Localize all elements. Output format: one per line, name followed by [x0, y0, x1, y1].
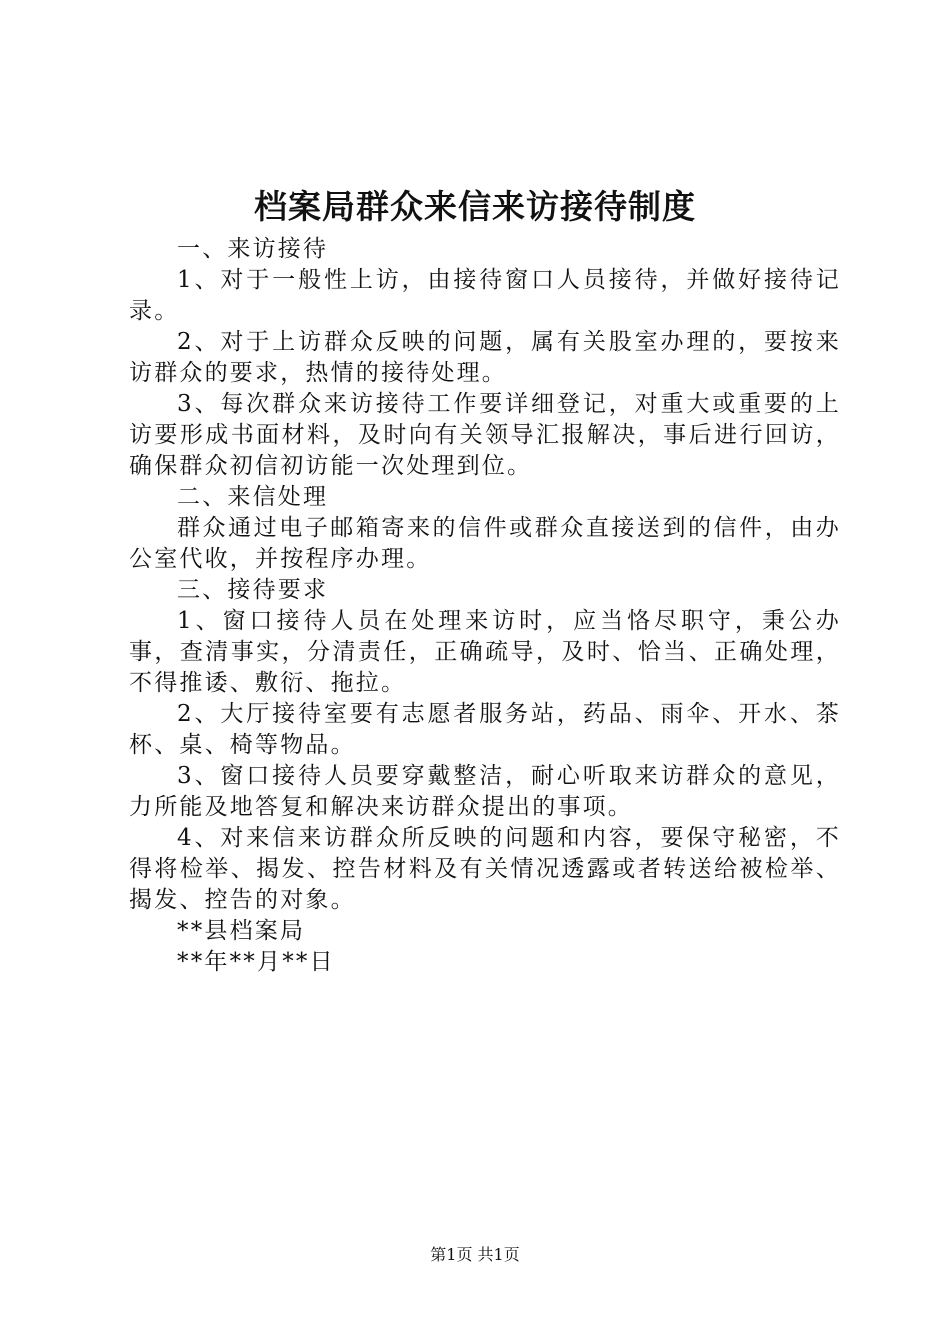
section-heading-visits: 一、来访接待 [177, 236, 329, 262]
document-title: 档案局群众来信来访接待制度 [254, 187, 696, 226]
document-body [129, 234, 841, 978]
paragraph: 1、窗口接待人员在处理来访时，应当恪尽职守，秉公办事，查清事实，分清责任，正确疏导，及时、恰当、正确处理，不得推诿、敷衍、拖拉。 [129, 608, 841, 696]
signature-organization: **县档案局 [177, 918, 306, 944]
paragraph: 3、窗口接待人员要穿戴整洁，耐心听取来访群众的意见，力所能及地答复和解决来访群众提出的事项。 [129, 763, 841, 820]
page-footer: 第1页 共1页 [430, 1245, 520, 1264]
section-heading-requirements: 三、接待要求 [177, 577, 329, 603]
paragraph: 群众通过电子邮箱寄来的信件或群众直接送到的信件，由办公室代收，并按程序办理。 [129, 515, 841, 572]
paragraph: 2、大厅接待室要有志愿者服务站，药品、雨伞、开水、茶杯、桌、椅等物品。 [129, 701, 841, 758]
section-heading-letters: 二、来信处理 [177, 484, 329, 510]
paragraph: 4、对来信来访群众所反映的问题和内容，要保守秘密，不得将检举、揭发、控告材料及有关情况透露或者转送给被检举、揭发、控告的对象。 [129, 825, 841, 913]
paragraph: 1、对于一般性上访，由接待窗口人员接待，并做好接待记录。 [129, 267, 841, 324]
signature-date: **年**月**日 [177, 949, 335, 975]
paragraph: 2、对于上访群众反映的问题，属有关股室办理的，要按来访群众的要求，热情的接待处理。 [129, 329, 841, 386]
paragraph: 3、每次群众来访接待工作要详细登记，对重大或重要的上访要形成书面材料，及时向有关领导汇报解决，事后进行回访，确保群众初信初访能一次处理到位。 [129, 391, 841, 479]
